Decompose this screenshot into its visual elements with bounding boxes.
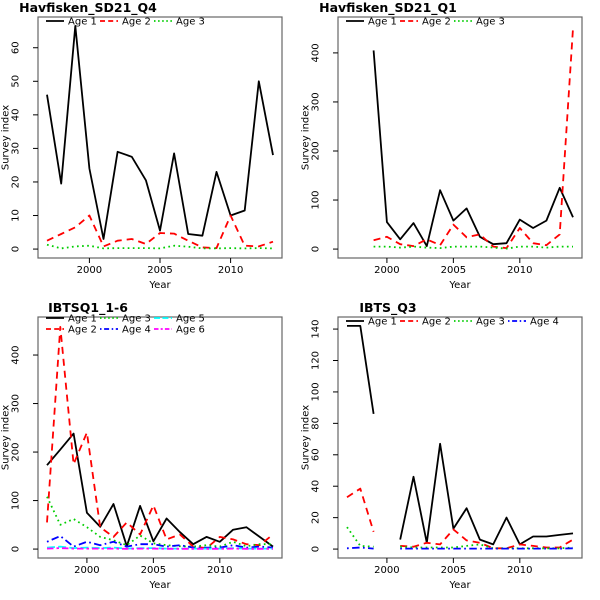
y-tick-label: 120 (310, 350, 322, 371)
series-line-age-1 (347, 326, 573, 545)
x-axis-label: Year (149, 280, 171, 291)
y-tick-label: 60 (310, 448, 322, 462)
y-tick-label: 40 (310, 479, 322, 493)
legend-label: Age 4 (122, 324, 151, 336)
x-tick-label: 2010 (217, 265, 244, 276)
series-line-age-3 (374, 247, 573, 249)
series-line-age-4 (347, 548, 573, 549)
y-tick-label: 200 (10, 442, 22, 462)
series-line-age-3 (47, 245, 273, 249)
series-line-age-3 (347, 527, 573, 548)
legend-label: Age 5 (176, 313, 205, 325)
legend-label: Age 3 (176, 16, 205, 28)
series-line-age-1 (374, 50, 573, 246)
y-tick-label: 0 (310, 245, 322, 253)
y-tick-label: 100 (310, 382, 322, 402)
y-tick-label: 0 (10, 545, 22, 553)
y-tick-label: 10 (10, 209, 22, 222)
y-tick-label: 200 (310, 141, 322, 161)
series-line-age-4 (47, 536, 273, 548)
legend-label: Age 3 (476, 316, 505, 328)
legend-label: Age 4 (530, 316, 559, 328)
series-line-age-2 (47, 324, 273, 548)
y-tick-label: 400 (310, 43, 322, 63)
chart-title: Havfisken_SD21_Q4 (19, 0, 157, 15)
y-tick-label: 50 (10, 74, 22, 88)
y-axis-label: Survey index (0, 104, 12, 171)
x-axis-label: Year (149, 580, 171, 591)
legend-label: Age 1 (68, 16, 97, 28)
x-tick-label: 2000 (374, 265, 400, 276)
x-tick-label: 2000 (76, 265, 103, 276)
legend-label: Age 2 (422, 16, 451, 28)
chart-panel-havfisken-sd21-q1 (300, 0, 600, 300)
y-tick-label: 300 (310, 92, 322, 112)
y-tick-label: 100 (310, 190, 322, 210)
chart-title: Havfisken_SD21_Q1 (319, 0, 457, 15)
y-tick-label: 20 (310, 511, 322, 525)
legend-label: Age 1 (368, 16, 397, 28)
plot-box (38, 17, 282, 258)
legend-label: Age 3 (476, 16, 505, 28)
x-tick-label: 2010 (207, 565, 233, 576)
series-line-age-2 (47, 216, 273, 249)
y-tick-label: 400 (10, 345, 22, 365)
y-axis-label: Survey index (300, 404, 312, 471)
chart-panel-havfisken-sd21-q4 (0, 0, 300, 300)
chart-title: IBTSQ1_1-6 (48, 300, 128, 315)
x-axis-label: Year (449, 280, 471, 291)
x-tick-label: 2010 (507, 565, 533, 576)
x-axis-label: Year (449, 580, 471, 591)
legend-label: Age 6 (176, 324, 205, 336)
legend-label: Age 2 (68, 324, 97, 336)
legend-label: Age 1 (68, 313, 97, 325)
legend-label: Age 1 (368, 316, 397, 328)
y-axis-label: Survey index (0, 404, 12, 471)
chart-title: IBTS_Q3 (359, 300, 417, 315)
x-tick-label: 2000 (74, 565, 100, 576)
x-tick-label: 2005 (440, 565, 467, 576)
y-tick-label: 80 (310, 416, 322, 430)
y-tick-label: 20 (10, 175, 22, 189)
y-tick-label: 0 (10, 245, 22, 253)
y-axis-label: Survey index (300, 104, 312, 171)
x-tick-label: 2010 (507, 265, 533, 276)
x-tick-label: 2000 (374, 565, 400, 576)
legend-label: Age 3 (122, 313, 151, 325)
x-tick-label: 2005 (140, 565, 167, 576)
series-line-age-1 (47, 26, 273, 239)
chart-panel-ibts-q3 (300, 300, 600, 600)
plot-box (338, 317, 582, 558)
y-tick-label: 30 (10, 142, 22, 155)
y-tick-label: 60 (10, 41, 22, 55)
y-tick-label: 40 (10, 108, 22, 122)
y-tick-label: 140 (310, 319, 322, 339)
y-tick-label: 100 (10, 491, 22, 511)
series-line-age-2 (374, 28, 573, 248)
chart-panel-ibtsq1-1-6 (0, 300, 300, 600)
y-tick-label: 300 (10, 393, 22, 414)
x-tick-label: 2005 (440, 265, 467, 276)
x-tick-label: 2005 (147, 265, 173, 276)
y-tick-label: 0 (310, 545, 322, 553)
legend-label: Age 2 (122, 16, 151, 28)
legend-label: Age 2 (422, 316, 451, 328)
series-line-age-1 (47, 434, 273, 547)
